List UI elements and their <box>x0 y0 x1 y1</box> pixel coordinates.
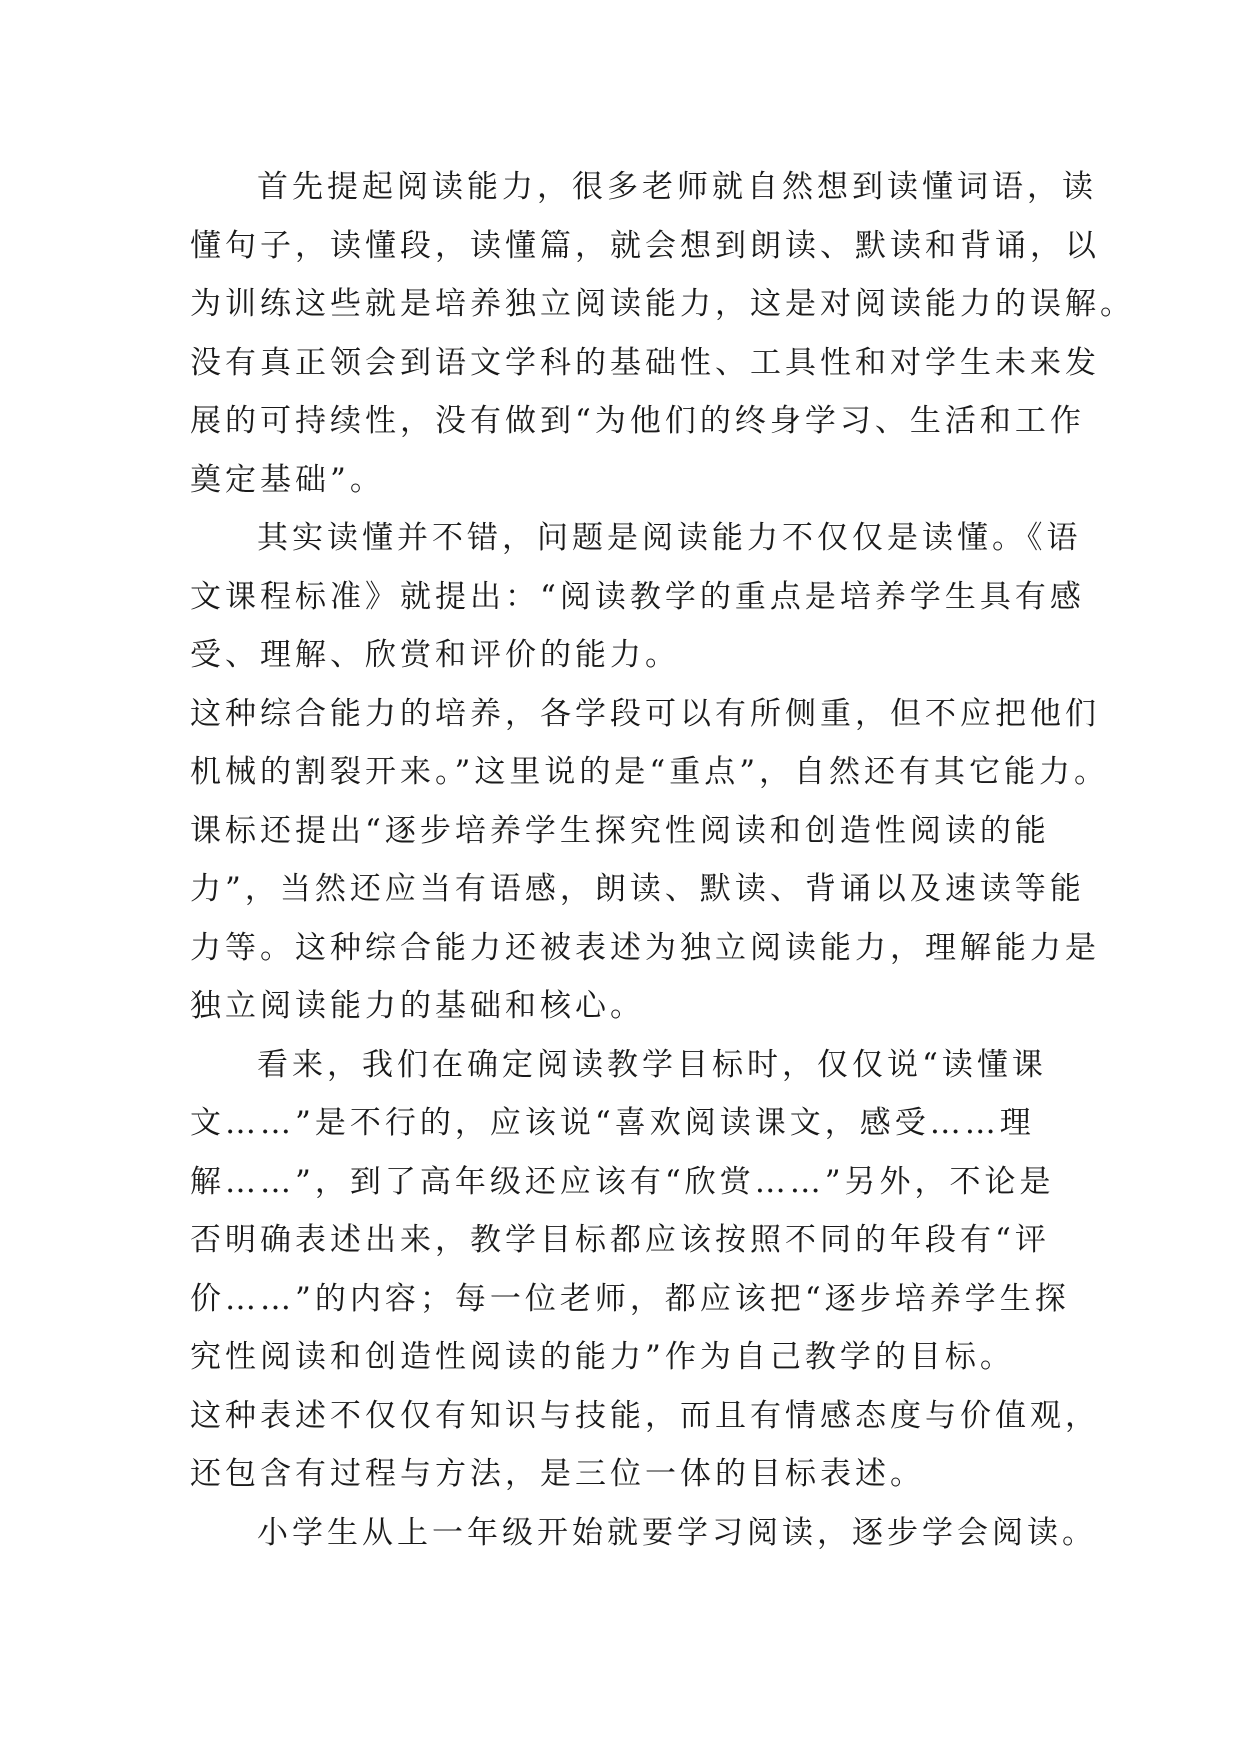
text-line: 文课程标准》就提出：“阅读教学的重点是培养学生具有感 <box>190 578 1085 615</box>
text-line: 这种表述不仅仅有知识与技能，而且有情感态度与价值观， <box>190 1397 1100 1434</box>
body-text <box>190 158 1135 1562</box>
text-line: 价……”的内容；每一位老师，都应该把“逐步培养学生探 <box>190 1280 1070 1317</box>
text-line: 这种综合能力的培养，各学段可以有所侧重，但不应把他们 <box>190 695 1100 732</box>
text-line: 展的可持续性，没有做到“为他们的终身学习、生活和工作 <box>190 403 1085 439</box>
text-line: 首先提起阅读能力，很多老师就自然想到读懂词语，读 <box>257 169 1097 205</box>
text-line: 解……”，到了高年级还应该有“欣赏……”另外，不论是 <box>190 1163 1055 1200</box>
text-line: 受、理解、欣赏和评价的能力。 <box>190 637 680 673</box>
text-line: 小学生从上一年级开始就要学习阅读，逐步学会阅读。 <box>257 1514 1097 1551</box>
text-line: 懂句子，读懂段，读懂篇，就会想到朗读、默读和背诵，以 <box>190 227 1100 264</box>
text-line: 独立阅读能力的基础和核心。 <box>190 988 645 1024</box>
text-line: 看来，我们在确定阅读教学目标时，仅仅说“读懂课 <box>257 1046 1047 1083</box>
text-line: 还包含有过程与方法，是三位一体的目标表述。 <box>190 1456 925 1492</box>
text-line: 课标还提出“逐步培养学生探究性阅读和创造性阅读的能 <box>190 812 1050 849</box>
text-line: 力”，当然还应当有语感，朗读、默读、背诵以及速读等能 <box>190 871 1085 907</box>
text-line: 机械的割裂开来。”这里说的是“重点”，自然还有其它能力。 <box>190 754 1110 790</box>
text-line: 文……”是不行的，应该说“喜欢阅读课文，感受……理 <box>190 1105 1035 1141</box>
text-line: 没有真正领会到语文学科的基础性、工具性和对学生未来发 <box>190 344 1100 381</box>
text-line: 其实读懂并不错，问题是阅读能力不仅仅是读懂。《语 <box>257 520 1082 556</box>
text-line: 奠定基础”。 <box>190 461 385 498</box>
text-line: 为训练这些就是培养独立阅读能力，这是对阅读能力的误解。 <box>190 286 1135 322</box>
text-line: 否明确表述出来，教学目标都应该按照不同的年段有“评 <box>190 1222 1050 1258</box>
text-line: 究性阅读和创造性阅读的能力”作为自己教学的目标。 <box>190 1339 1015 1375</box>
text-line: 力等。这种综合能力还被表述为独立阅读能力，理解能力是 <box>190 929 1100 966</box>
